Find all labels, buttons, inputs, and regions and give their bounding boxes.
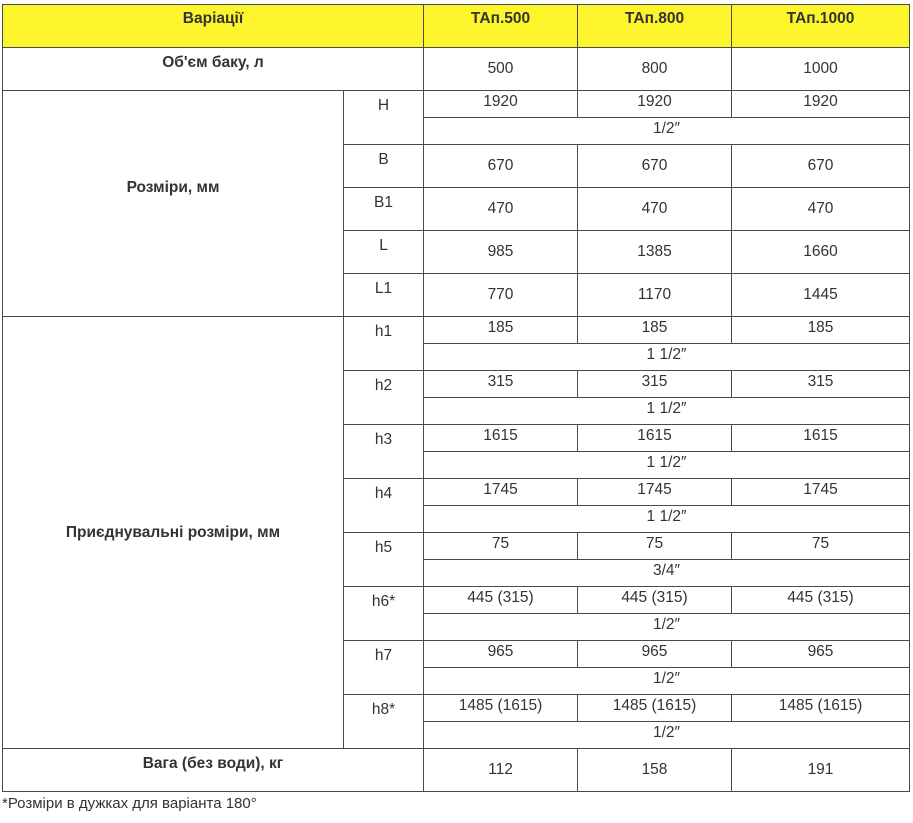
weight-label: Вага (без води), кг: [3, 749, 424, 792]
connection-value: 1615: [578, 425, 732, 452]
dimension-value: 670: [424, 145, 578, 188]
header-model: ТАп.800: [578, 5, 732, 48]
dimension-value: 1920: [578, 91, 732, 118]
dimension-value: 1920: [732, 91, 910, 118]
volume-value: 500: [424, 48, 578, 91]
connection-value: 185: [424, 317, 578, 344]
footnote: *Розміри в дужках для варіанта 180°: [2, 795, 257, 812]
dimension-value: 470: [732, 188, 910, 231]
dimension-value: 1920: [424, 91, 578, 118]
connection-value: 1485 (1615): [732, 695, 910, 722]
dimension-value: 1445: [732, 274, 910, 317]
dimension-key: L1: [344, 274, 424, 317]
connection-thread-size: 1 1/2″: [424, 452, 910, 479]
connection-value: 1485 (1615): [578, 695, 732, 722]
connection-value: 445 (315): [424, 587, 578, 614]
connection-value: 315: [732, 371, 910, 398]
connection-value: 1745: [424, 479, 578, 506]
connection-value: 1615: [732, 425, 910, 452]
connection-value: 75: [732, 533, 910, 560]
dimension-value: 470: [424, 188, 578, 231]
header-row: [3, 5, 910, 48]
connection-thread-size: 3/4″: [424, 560, 910, 587]
connection-value: 75: [578, 533, 732, 560]
dimension-key: B1: [344, 188, 424, 231]
connection-thread-size: 1/2″: [424, 668, 910, 695]
dimension-value: 670: [732, 145, 910, 188]
volume-row: [3, 48, 910, 91]
dimension-value: 470: [578, 188, 732, 231]
connection-value: 445 (315): [578, 587, 732, 614]
connection-key: h4: [344, 479, 424, 533]
connection-thread-size: 1 1/2″: [424, 506, 910, 533]
connection-key: h2: [344, 371, 424, 425]
connection-value: 315: [578, 371, 732, 398]
connection-value: 1745: [732, 479, 910, 506]
volume-value: 1000: [732, 48, 910, 91]
connection-row: [3, 317, 910, 344]
dimension-key: L: [344, 231, 424, 274]
connection-value: 315: [424, 371, 578, 398]
dimension-thread-size: 1/2″: [424, 118, 910, 145]
connection-thread-size: 1/2″: [424, 722, 910, 749]
dimensions-label: [3, 91, 344, 317]
header-variations: Варіації: [3, 5, 424, 48]
weight-value: 158: [578, 749, 732, 792]
connection-thread-size: 1/2″: [424, 614, 910, 641]
dimension-key: H: [344, 91, 424, 145]
dimension-value: 1385: [578, 231, 732, 274]
volume-label: Об'єм баку, л: [3, 48, 424, 91]
connection-value: 185: [578, 317, 732, 344]
dimension-value: 985: [424, 231, 578, 274]
connection-key: h6*: [344, 587, 424, 641]
weight-value: 191: [732, 749, 910, 792]
connection-key: h3: [344, 425, 424, 479]
specifications-table: [2, 4, 910, 792]
weight-row: [3, 749, 910, 792]
connection-value: 965: [732, 641, 910, 668]
weight-value: 112: [424, 749, 578, 792]
connection-thread-size: 1 1/2″: [424, 344, 910, 371]
connection-key: h1: [344, 317, 424, 371]
dimension-value: 770: [424, 274, 578, 317]
connection-value: 965: [578, 641, 732, 668]
dimension-key: B: [344, 145, 424, 188]
header-model: ТАп.500: [424, 5, 578, 48]
connection-key: h5: [344, 533, 424, 587]
connection-value: 75: [424, 533, 578, 560]
connection-key: h7: [344, 641, 424, 695]
dimension-value: 1170: [578, 274, 732, 317]
dimension-value: 670: [578, 145, 732, 188]
connection-value: 1485 (1615): [424, 695, 578, 722]
connection-value: 1745: [578, 479, 732, 506]
connection-value: 185: [732, 317, 910, 344]
volume-value: 800: [578, 48, 732, 91]
connection-value: 965: [424, 641, 578, 668]
header-model: ТАп.1000: [732, 5, 910, 48]
connection-thread-size: 1 1/2″: [424, 398, 910, 425]
connection-value: 445 (315): [732, 587, 910, 614]
connection-value: 1615: [424, 425, 578, 452]
connection-key: h8*: [344, 695, 424, 749]
dimensions-label-text: Розміри, мм: [126, 178, 220, 196]
connections-label: Приєднувальні розміри, мм: [3, 317, 344, 749]
dimension-row-h: [3, 91, 910, 118]
dimension-value: 1660: [732, 231, 910, 274]
